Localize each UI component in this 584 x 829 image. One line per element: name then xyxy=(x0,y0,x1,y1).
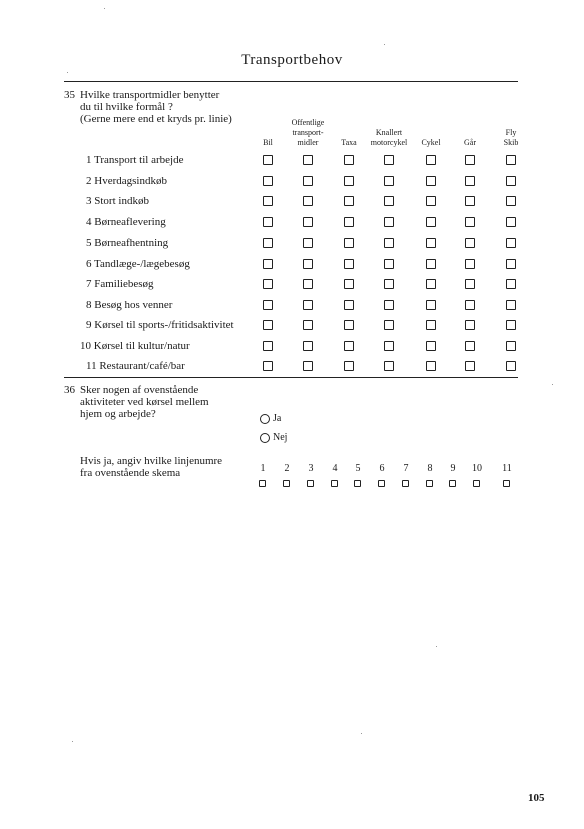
checkbox[interactable] xyxy=(426,176,436,186)
checkbox[interactable] xyxy=(426,196,436,206)
checkbox[interactable] xyxy=(465,196,475,206)
row-label: 5 Børneafhentning xyxy=(86,237,169,249)
checkbox[interactable] xyxy=(506,341,516,351)
checkbox[interactable] xyxy=(263,176,273,186)
checkbox[interactable] xyxy=(303,176,313,186)
line-number-label: 5 xyxy=(355,463,361,474)
checkbox[interactable] xyxy=(384,320,394,330)
checkbox[interactable] xyxy=(303,155,313,165)
checkbox[interactable] xyxy=(384,279,394,289)
column-header-label: Fly xyxy=(505,128,517,137)
row-label: 9 Kørsel til sports-/fritidsaktivitet xyxy=(86,319,234,331)
row-label: 4 Børneaflevering xyxy=(86,216,166,228)
checkbox[interactable] xyxy=(344,341,354,351)
checkbox[interactable] xyxy=(465,341,475,351)
checkbox[interactable] xyxy=(384,217,394,227)
checkbox[interactable] xyxy=(506,155,516,165)
checkbox[interactable] xyxy=(465,361,475,371)
checkbox[interactable] xyxy=(303,217,313,227)
checkbox[interactable] xyxy=(384,361,394,371)
column-header-label: Cykel xyxy=(421,138,441,147)
row-label: 1 Transport til arbejde xyxy=(86,154,184,166)
checkbox[interactable] xyxy=(303,320,313,330)
line-number-checkbox[interactable] xyxy=(259,480,266,487)
line-number-label: 4 xyxy=(332,463,338,474)
checkbox[interactable] xyxy=(465,279,475,289)
checkbox[interactable] xyxy=(344,300,354,310)
checkbox[interactable] xyxy=(263,217,273,227)
checkbox[interactable] xyxy=(384,196,394,206)
line-number-checkbox[interactable] xyxy=(449,480,456,487)
q36-question-line: aktiviteter ved kørsel mellem xyxy=(80,396,209,408)
line-number-label: 2 xyxy=(284,463,290,474)
row-label: 6 Tandlæge-/lægebesøg xyxy=(86,258,190,270)
line-number-checkbox[interactable] xyxy=(426,480,433,487)
checkbox[interactable] xyxy=(344,361,354,371)
line-number-label: 11 xyxy=(502,463,512,474)
checkbox[interactable] xyxy=(303,361,313,371)
checkbox[interactable] xyxy=(426,361,436,371)
checkbox[interactable] xyxy=(506,259,516,269)
scan-speck xyxy=(72,741,73,742)
q35-number: 35 xyxy=(64,89,75,101)
checkbox[interactable] xyxy=(465,259,475,269)
page-number: 105 xyxy=(528,792,545,804)
line-number-checkbox[interactable] xyxy=(354,480,361,487)
q36-question-line: hjem og arbejde? xyxy=(80,408,156,420)
column-header-label: Skib xyxy=(503,138,519,147)
checkbox[interactable] xyxy=(344,279,354,289)
checkbox[interactable] xyxy=(426,279,436,289)
checkbox[interactable] xyxy=(344,259,354,269)
checkbox[interactable] xyxy=(426,217,436,227)
checkbox[interactable] xyxy=(344,155,354,165)
scan-speck xyxy=(552,384,553,385)
checkbox[interactable] xyxy=(303,300,313,310)
checkbox[interactable] xyxy=(465,217,475,227)
line-number-label: 10 xyxy=(472,463,482,474)
checkbox[interactable] xyxy=(344,217,354,227)
checkbox[interactable] xyxy=(303,238,313,248)
checkbox[interactable] xyxy=(303,279,313,289)
checkbox[interactable] xyxy=(465,300,475,310)
column-header-label: transport- xyxy=(292,128,324,137)
checkbox[interactable] xyxy=(426,155,436,165)
line-number-checkbox[interactable] xyxy=(307,480,314,487)
line-number-label: 7 xyxy=(403,463,409,474)
checkbox[interactable] xyxy=(263,361,273,371)
scan-speck xyxy=(361,733,362,734)
checkbox[interactable] xyxy=(426,320,436,330)
row-label: 8 Besøg hos venner xyxy=(86,299,173,311)
q35-question-line: Hvilke transportmidler benytter xyxy=(80,89,220,101)
q36-followup-line: fra ovenstående skema xyxy=(80,467,181,479)
checkbox[interactable] xyxy=(263,341,273,351)
checkbox[interactable] xyxy=(263,320,273,330)
checkbox[interactable] xyxy=(344,238,354,248)
checkbox[interactable] xyxy=(506,320,516,330)
column-header-label: Bil xyxy=(263,138,273,147)
checkbox[interactable] xyxy=(384,155,394,165)
checkbox[interactable] xyxy=(465,238,475,248)
q35-question-line: (Gerne mere end et kryds pr. linie) xyxy=(80,113,232,125)
checkbox[interactable] xyxy=(384,341,394,351)
scan-speck xyxy=(436,646,437,647)
checkbox[interactable] xyxy=(506,217,516,227)
line-number-label: 8 xyxy=(427,463,433,474)
row-label: 3 Stort indkøb xyxy=(86,195,149,207)
checkbox[interactable] xyxy=(263,238,273,248)
scan-speck xyxy=(67,72,68,73)
checkbox[interactable] xyxy=(344,196,354,206)
q36-number: 36 xyxy=(64,384,75,396)
checkbox[interactable] xyxy=(465,176,475,186)
checkbox[interactable] xyxy=(303,259,313,269)
line-number-checkbox[interactable] xyxy=(402,480,409,487)
scan-speck xyxy=(384,44,385,45)
checkbox[interactable] xyxy=(263,196,273,206)
checkbox[interactable] xyxy=(344,320,354,330)
checkbox[interactable] xyxy=(506,300,516,310)
line-number-checkbox[interactable] xyxy=(473,480,480,487)
checkbox[interactable] xyxy=(263,279,273,289)
row-label: 10 Kørsel til kultur/natur xyxy=(80,340,190,352)
q36-followup-line: Hvis ja, angiv hvilke linjenumre xyxy=(80,455,223,467)
page-title: Transportbehov xyxy=(241,52,343,68)
row-label: 2 Hverdagsindkøb xyxy=(86,175,167,187)
checkbox[interactable] xyxy=(465,155,475,165)
header-rule xyxy=(64,81,518,82)
q35-end-rule xyxy=(64,377,518,378)
line-number-label: 6 xyxy=(379,463,385,474)
radio-ja[interactable] xyxy=(260,414,270,424)
row-label: 11 Restaurant/café/bar xyxy=(86,360,185,372)
checkbox[interactable] xyxy=(426,341,436,351)
checkbox[interactable] xyxy=(506,196,516,206)
line-number-checkbox[interactable] xyxy=(283,480,290,487)
column-header-label: Offentlige xyxy=(291,118,325,127)
line-number-label: 9 xyxy=(450,463,456,474)
checkbox[interactable] xyxy=(426,238,436,248)
radio-nej[interactable] xyxy=(260,433,270,443)
line-number-checkbox[interactable] xyxy=(331,480,338,487)
checkbox[interactable] xyxy=(263,155,273,165)
checkbox[interactable] xyxy=(426,259,436,269)
column-header-label: motorcykel xyxy=(370,138,408,147)
checkbox[interactable] xyxy=(384,238,394,248)
checkbox[interactable] xyxy=(263,259,273,269)
checkbox[interactable] xyxy=(344,176,354,186)
checkbox[interactable] xyxy=(465,320,475,330)
checkbox[interactable] xyxy=(384,176,394,186)
radio-ja-label: Ja xyxy=(273,413,282,424)
q35-question-line: du til hvilke formål ? xyxy=(80,101,173,113)
line-number-checkbox[interactable] xyxy=(503,480,510,487)
column-header-label: Går xyxy=(464,138,476,147)
checkbox[interactable] xyxy=(506,238,516,248)
line-number-label: 3 xyxy=(308,463,314,474)
scan-speck xyxy=(104,8,105,9)
checkbox[interactable] xyxy=(384,259,394,269)
q36-question-line: Sker nogen af ovenstående xyxy=(80,384,199,396)
checkbox[interactable] xyxy=(506,176,516,186)
checkbox[interactable] xyxy=(303,341,313,351)
row-label: 7 Familiebesøg xyxy=(86,278,154,290)
column-header-label: Taxa xyxy=(341,138,357,147)
checkbox[interactable] xyxy=(384,300,394,310)
line-number-label: 1 xyxy=(260,463,266,474)
column-header-label: midler xyxy=(297,138,319,147)
checkbox[interactable] xyxy=(263,300,273,310)
column-header-label: Knallert xyxy=(375,128,403,137)
checkbox[interactable] xyxy=(506,279,516,289)
checkbox[interactable] xyxy=(426,300,436,310)
radio-nej-label: Nej xyxy=(273,432,288,443)
checkbox[interactable] xyxy=(303,196,313,206)
checkbox[interactable] xyxy=(506,361,516,371)
line-number-checkbox[interactable] xyxy=(378,480,385,487)
